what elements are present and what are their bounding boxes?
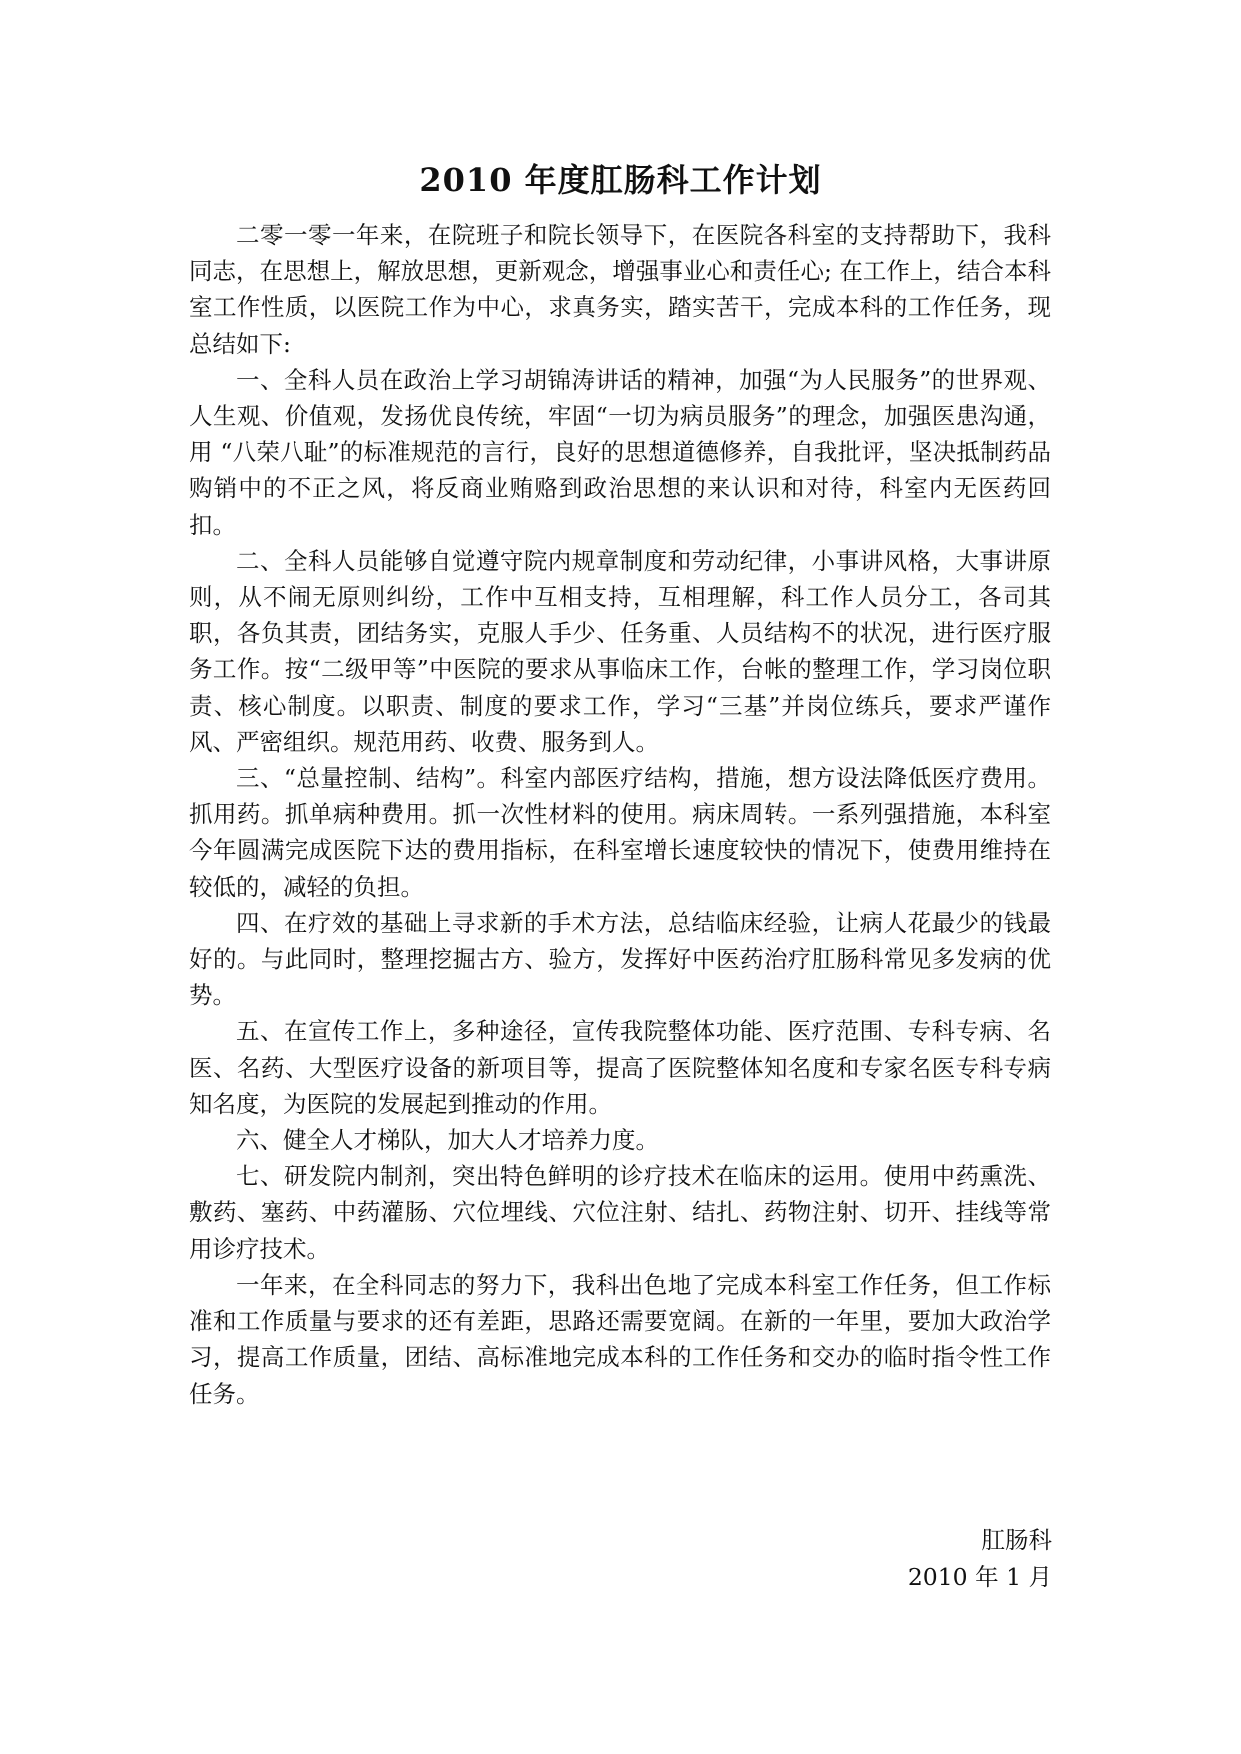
paragraph-item-7: 七、研发院内制剂，突出特色鲜明的诊疗技术在临床的运用。使用中药熏洗、敷药、塞药、中药灌肠、穴位埋线、穴位注射、结扎、药物注射、切开、挂线等常用诊疗技术。: [189, 1162, 1051, 1263]
document-title: 2010 年度肛肠科工作计划: [419, 161, 822, 199]
paragraph-item-4: 四、在疗效的基础上寻求新的手术方法，总结临床经验，让病人花最少的钱最好的。与此同时，整理挖掘古方、验方，发挥好中医药治疗肛肠科常见多发病的优势。: [189, 908, 1051, 1010]
paragraph-conclusion: 一年来，在全科同志的努力下，我科出色地了完成本科室工作任务，但工作标准和工作质量与要求的还有差距，思路还需要宽阔。在新的一年里，要加大政治学习，提高工作质量，团结、高标准地完成本科的工作任务和交办的临时指令性工作任务。: [189, 1270, 1051, 1408]
signature-department: 肛肠科: [981, 1526, 1052, 1554]
paragraph-item-6: 六、健全人才梯队，加大人才培养力度。: [236, 1126, 659, 1155]
signature-date: 2010 年 1 月: [907, 1563, 1052, 1591]
paragraph-intro: 二零一零一年来，在院班子和院长领导下，在医院各科室的支持帮助下，我科同志，在思想上，解放思想，更新观念，增强事业心和责任心; 在工作上，结合本科室工作性质，以医院工作为中心，求真务实，踏实苦干，完成本科的工作任务，现总结如下:: [189, 221, 1051, 358]
signature-block: [908, 1522, 1052, 1596]
paragraph-item-1: 一、全科人员在政治上学习胡锦涛讲话的精神，加强“为人民服务”的世界观、人生观、价值观，发扬优良传统，牢固“一切为病员服务”的理念，加强医患沟通，用 “八荣八耻”的标准规范的言行，良好的思想道德修养，自我批评，坚决抵制药品购销中的不正之风，将反商业贿赂到政治思想的来认识和对待，科室内无医药回扣。: [189, 365, 1051, 539]
paragraph-item-5: 五、在宣传工作上，多种途径，宣传我院整体功能、医疗范围、专科专病、名医、名药、大型医疗设备的新项目等，提高了医院整体知名度和专家名医专科专病知名度，为医院的发展起到推动的作用。: [189, 1017, 1051, 1118]
document-body: [189, 217, 1051, 1412]
paragraph-item-2: 二、全科人员能够自觉遵守院内规章制度和劳动纪律，小事讲风格，大事讲原则，从不闹无原则纠纷，工作中互相支持，互相理解，科工作人员分工，各司其职，各负其责，团结务实，克服人手少、任务重、人员结构不的状况，进行医疗服务工作。按“二级甲等”中医院的要求从事临床工作，台帐的整理工作，学习岗位职责、核心制度。以职责、制度的要求工作，学习“三基”并岗位练兵，要求严谨作风、严密组织。规范用药、收费、服务到人。: [189, 546, 1051, 756]
paragraph-item-3: 三、“总量控制、结构”。科室内部医疗结构，措施，想方设法降低医疗费用。抓用药。抓单病种费用。抓一次性材料的使用。病床周转。一系列强措施，本科室今年圆满完成医院下达的费用指标，在科室增长速度较快的情况下，使费用维持在较低的，减轻的负担。: [189, 764, 1051, 901]
